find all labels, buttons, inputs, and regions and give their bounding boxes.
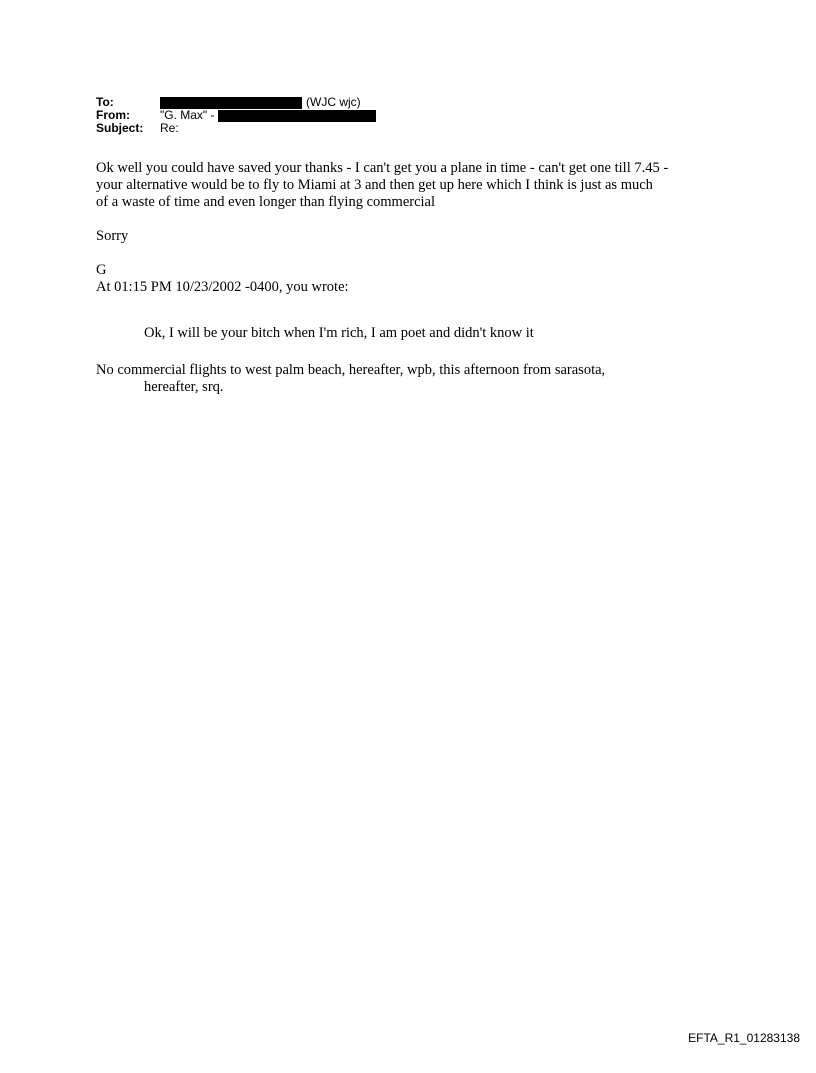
quoted-message [144, 325, 534, 342]
redacted-from-address [218, 110, 376, 122]
to-row [96, 96, 376, 109]
email-header [96, 96, 376, 135]
redacted-to-address [160, 97, 302, 109]
attribution-line: At 01:15 PM 10/23/2002 -0400, you wrote: [96, 279, 349, 295]
body-line: Ok well you could have saved your thanks - I can't get you a plane in time - can't get one till 7.45 - [96, 160, 669, 176]
subject-label: Subject: [96, 121, 144, 135]
closing-text: Sorry [96, 228, 129, 244]
to-recipient-name: (WJC wjc) [306, 95, 361, 109]
from-sender-name: "G. Max" - [160, 108, 215, 122]
subject-row [96, 122, 376, 135]
subject-value: Re: [160, 121, 179, 135]
to-label: To: [96, 95, 114, 109]
body-line: your alternative would be to fly to Miami at 3 and then get up here which I think is just as much [96, 177, 653, 193]
earlier-line: hereafter, srq. [144, 379, 224, 395]
message-body [96, 160, 746, 296]
document-id: EFTA_R1_01283138 [688, 1031, 800, 1045]
earlier-message [96, 362, 605, 396]
earlier-line: No commercial flights to west palm beach, hereafter, wpb, this afternoon from sarasota, [96, 362, 606, 378]
body-line: of a waste of time and even longer than flying commercial [96, 194, 436, 210]
signature-text: G [96, 262, 107, 278]
from-label: From: [96, 108, 130, 122]
quoted-line: Ok, I will be your bitch when I'm rich, I am poet and didn't know it [144, 325, 534, 341]
